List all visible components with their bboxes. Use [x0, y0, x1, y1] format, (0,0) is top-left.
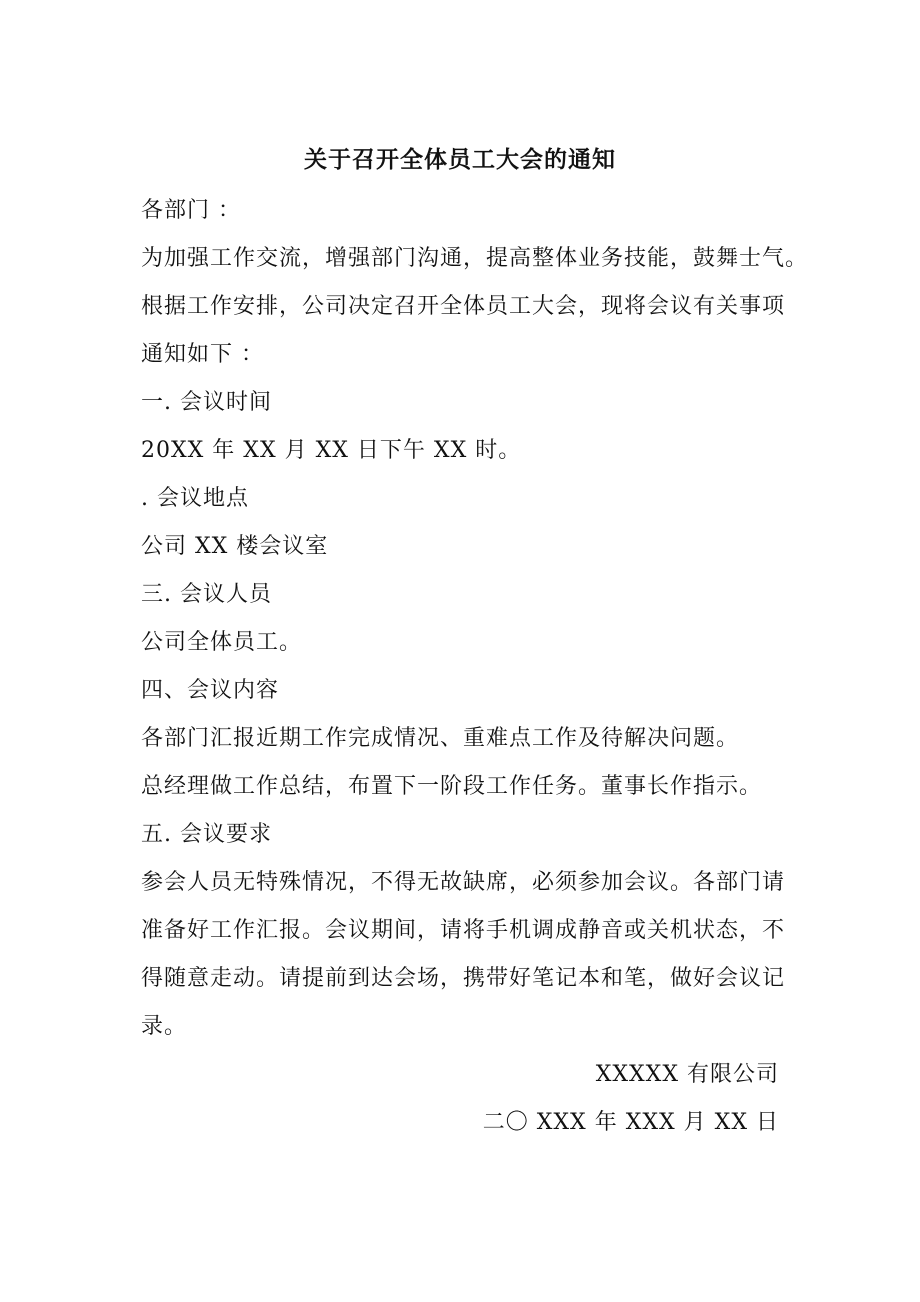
section-place-text: 公司 XX 楼会议室	[141, 534, 329, 559]
section-people-heading: 三. 会议人员	[141, 582, 272, 607]
section-requirements-line-4: 录。	[141, 1014, 188, 1039]
intro-line-1: 为加强工作交流，增强部门沟通，提高整体业务技能，鼓舞士气。	[141, 246, 809, 271]
intro-line-3: 通知如下 ：	[141, 342, 264, 367]
intro-line-2: 根据工作安排，公司决定召开全体员工大会，现将会议有关事项	[141, 294, 786, 319]
section-requirements-line-2: 准备好工作汇报。会议期间，请将手机调成静音或关机状态，不	[141, 918, 786, 943]
section-content-line-2: 总经理做工作总结，布置下一阶段工作任务。董事长作指示。	[141, 774, 763, 799]
signature-company: XXXXX 有限公司	[595, 1062, 779, 1087]
salutation: 各部门 ：	[141, 198, 241, 223]
section-content-line-1: 各部门汇报近期工作完成情况、重难点工作及待解决问题。	[141, 726, 740, 751]
section-time-heading: 一. 会议时间	[141, 390, 272, 415]
section-requirements-line-3: 得随意走动。请提前到达会场，携带好笔记本和笔，做好会议记	[141, 966, 786, 991]
document-title: 关于召开全体员工大会的通知	[304, 146, 616, 173]
section-people-text: 公司全体员工。	[141, 630, 303, 655]
section-time-text: 20XX 年 XX 月 XX 日下午 XX 时。	[141, 438, 522, 463]
signature-date: 二〇 XXX 年 XXX 月 XX 日	[482, 1110, 779, 1135]
section-content-heading: 四、会议内容	[141, 678, 280, 703]
section-requirements-line-1: 参会人员无特殊情况，不得无故缺席，必须参加会议。各部门请	[141, 870, 786, 895]
section-place-heading: . 会议地点	[141, 486, 249, 511]
section-requirements-heading: 五. 会议要求	[141, 822, 272, 847]
